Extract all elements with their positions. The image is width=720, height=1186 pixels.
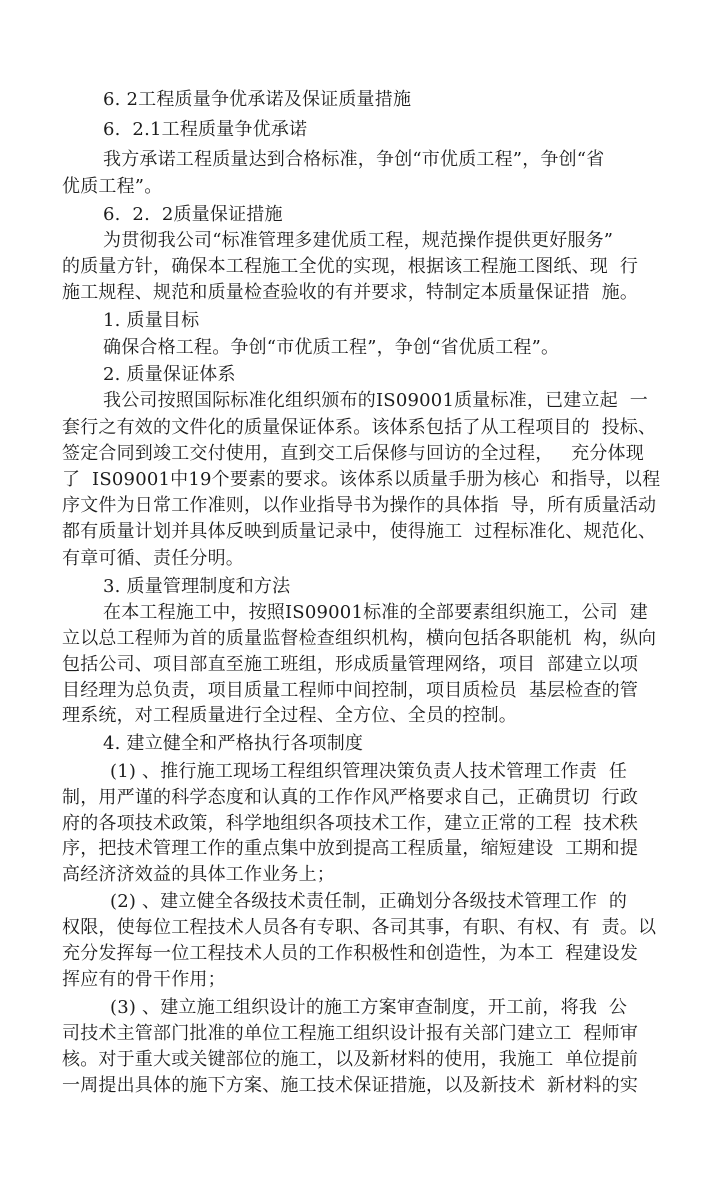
paragraph-line: 核。对于重大或关键部位的施工，以及新材料的使用，我施工 单位提前 (62, 1049, 639, 1070)
list-heading: 2. 质量保证体系 (103, 364, 236, 385)
paragraph-line: 有章可循、责任分明。 (62, 548, 244, 569)
paragraph-line: 制，用严谨的科学态度和认真的工作作风严格要求自己，正确贯切 行政 (62, 787, 639, 808)
paragraph-line: 充分发挥每一位工程技术人员的工作积极性和创造性，为本工 程建设发 (62, 943, 639, 964)
paragraph-line: 优质工程”。 (62, 176, 163, 197)
paragraph-line: 套行之有效的文件化的质量保证体系。该体系包括了从工程项目的 投标、 (62, 417, 657, 438)
paragraph-line: 的质量方针，确保本工程施工全优的实现，根据该工程施工图纸、现 行 (62, 256, 639, 277)
paragraph-line: 施工规程、规范和质量检查验收的有并要求，特制定本质量保证措 施。 (62, 282, 639, 303)
paragraph-line: (1) 、推行施工现场工程组织管理决策负责人技术管理工作责 任 (110, 761, 628, 782)
paragraph-line: 我方承诺工程质量达到合格标准，争创“市优质工程”，争创“省 (103, 149, 605, 170)
section-heading: 6. 2工程质量争优承诺及保证质量措施 (103, 89, 412, 110)
paragraph-line: 我公司按照国际标准化组织颁布的IS09001质量标准，已建立起 一 (103, 390, 648, 411)
paragraph-line: 确保合格工程。争创“市优质工程”，争创“省优质工程”。 (103, 337, 560, 358)
subsection-heading: 6. 2.1工程质量争优承诺 (103, 119, 308, 140)
list-heading: 4. 建立健全和严格执行各项制度 (103, 733, 364, 754)
paragraph-line: 为贯彻我公司“标准管理多建优质工程，规范操作提供更好服务” (103, 230, 614, 251)
paragraph-line: 一周提出具体的施下方案、施工技术保证措施，以及新技术 新材料的实 (62, 1075, 639, 1096)
paragraph-line: 立以总工程师为首的质量监督检查组织机构，横向包括各职能机 构，纵向 (62, 628, 657, 649)
paragraph-line: 高经济济效益的具体工作业务上； (62, 864, 335, 885)
paragraph-line: 理系统，对工程质量进行全过程、全方位、全员的控制。 (62, 705, 517, 726)
list-heading: 1. 质量目标 (103, 310, 200, 331)
paragraph-line: 司技术主管部门批准的单位工程施工组织设计报有关部门建立工 程师审 (62, 1023, 639, 1044)
subsection-heading: 6. 2. 2质量保证措施 (103, 204, 283, 225)
list-heading: 3. 质量管理制度和方法 (103, 576, 291, 597)
paragraph-line: 序文件为日常工作准则，以作业指导书为操作的具体指 导，所有质量活动 (62, 495, 657, 516)
paragraph-line: (2) 、建立健全各级技术责任制，正确划分各级技术管理工作 的 (110, 891, 628, 912)
paragraph-line: 签定合同到竣工交付使用，直到交工后保修与回访的全过程， 充分体现 (62, 443, 644, 464)
paragraph-line: 府的各项技术政策，科学地组织各项技术工作，建立正常的工程 技术秩 (62, 813, 639, 834)
paragraph-line: 挥应有的骨干作用； (62, 969, 226, 990)
paragraph-line: 序，把技术管理工作的重点集中放到提高工程质量，缩短建设 工期和提 (62, 838, 639, 859)
paragraph-line: 都有质量计划并具体反映到质量记录中，使得施工 过程标准化、规范化、 (62, 521, 657, 542)
paragraph-line: 了 IS09001中19个要素的要求。该体系以质量手册为核心 和指导，以程 (62, 469, 661, 490)
paragraph-line: (3) 、建立施工组织设计的施工方案审查制度，开工前，将我 公 (110, 997, 628, 1018)
paragraph-line: 目经理为总负责，项目质量工程师中间控制，项目质检员 基层检查的管 (62, 680, 639, 701)
paragraph-line: 在本工程施工中，按照IS09001标准的全部要素组织施工，公司 建 (103, 602, 648, 623)
paragraph-line: 权限，使每位工程技术人员各有专职、各司其事，有职、有权、有 责。以 (62, 917, 657, 938)
paragraph-line: 包括公司、项目部直至施工班组，形成质量管理网络，项目 部建立以项 (62, 654, 639, 675)
